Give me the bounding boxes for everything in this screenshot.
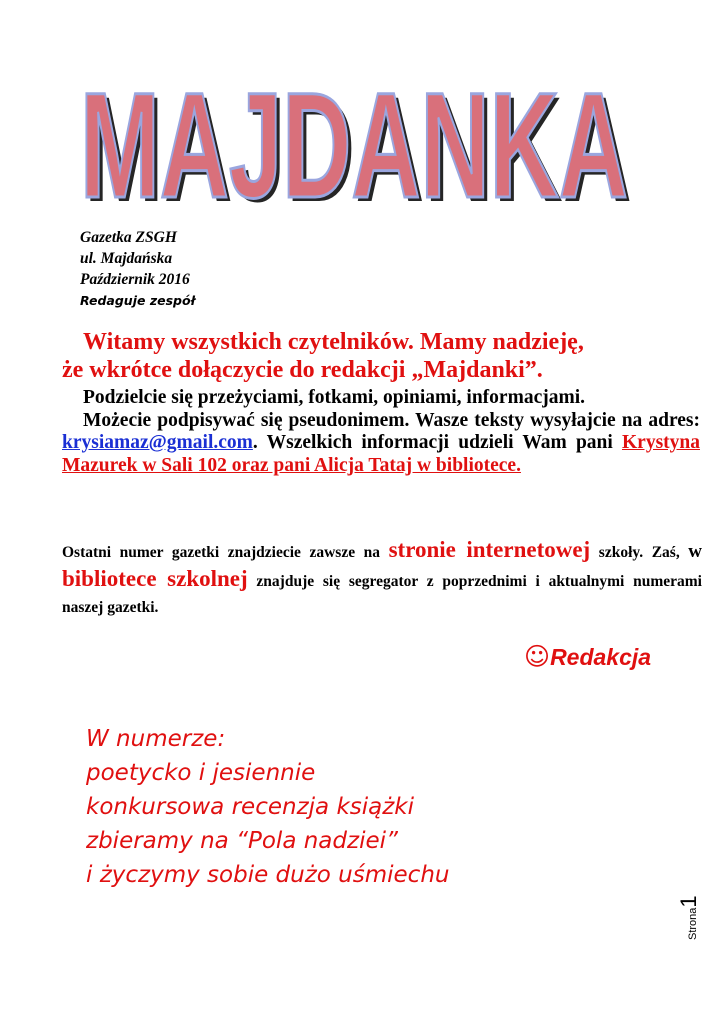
- notice-g: znajduje się segregator z poprzednimi i aktualnymi numerami naszej gazetki.: [62, 573, 702, 616]
- masthead-title-shadow: MAJDANKA: [84, 68, 632, 228]
- masthead-title: [66, 68, 646, 228]
- paragraph-contact-a: Możecie podpisywać się pseudonimem. Wasze teksty wysyłajcie na adres:: [83, 409, 700, 431]
- paragraph-share: Podzielcie się przeżyciami, fotkami, opiniami, informacjami.: [83, 387, 586, 408]
- contents-item: i życzymy sobie dużo uśmiechu: [86, 862, 450, 888]
- paragraph-contact: [62, 410, 700, 478]
- newsletter-info: [80, 227, 195, 311]
- page-label: Strona: [687, 907, 699, 940]
- notice-c: szkoły. Zaś,: [590, 544, 689, 561]
- page-number: [676, 880, 725, 940]
- signature-text: Redakcja: [550, 644, 652, 670]
- issue-date: Październik 2016: [80, 271, 190, 288]
- welcome-message: [62, 328, 702, 384]
- notice-d: w: [688, 541, 702, 562]
- contents-item: poetycko i jesiennie: [86, 760, 316, 786]
- notice-a: Ostatni numer gazetki znajdziecie zawsze na: [62, 544, 389, 561]
- welcome-line-2: że wkrótce dołączycie do redakcji „Majdanki”.: [62, 357, 543, 383]
- body-text: [62, 387, 700, 477]
- contents-item: zbieramy na “Pola nadziei”: [86, 828, 398, 854]
- contents-heading: W numerze:: [86, 726, 226, 752]
- page-number-value: 1: [676, 895, 701, 908]
- notice-website: stronie internetowej: [388, 537, 591, 562]
- contents-item: konkursowa recenzja książki: [86, 794, 415, 820]
- website-notice: [62, 537, 702, 621]
- table-of-contents: [86, 722, 450, 892]
- notice-library: bibliotece szkolnej: [62, 566, 248, 591]
- address: ul. Majdańska: [80, 250, 173, 267]
- signature: [524, 642, 651, 671]
- contact-persons: Krystyna Mazurek w Sali 102 oraz pani Alicja Tataj w bibliotece.: [62, 432, 700, 476]
- email-link[interactable]: krysiamaz@gmail.com: [62, 432, 253, 453]
- masthead-title-text: MAJDANKA: [80, 68, 628, 228]
- welcome-line-1: Witamy wszystkich czytelników. Mamy nadzieję,: [83, 329, 584, 355]
- editors: Redaguje zespół: [80, 293, 196, 308]
- newsletter-name: Gazetka ZSGH: [80, 229, 177, 246]
- smiley-icon: ☺: [524, 642, 551, 671]
- paragraph-contact-b: . Wszelkich informacji udzieli Wam pani: [252, 432, 622, 453]
